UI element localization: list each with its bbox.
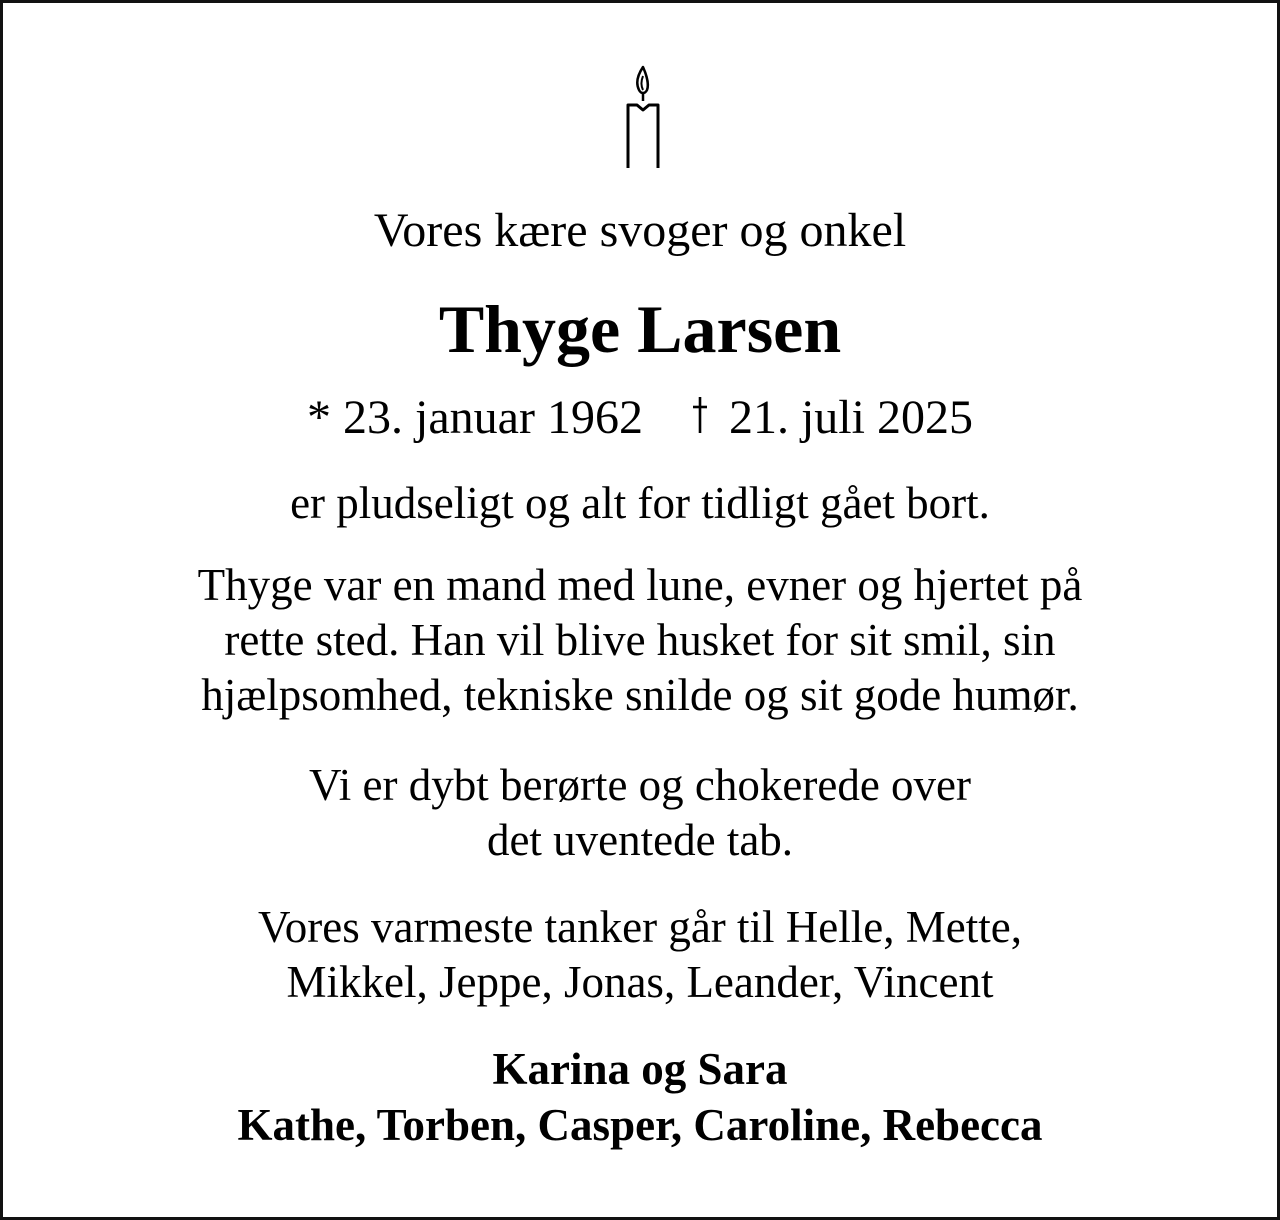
born-symbol: * (307, 391, 332, 444)
dagger-cross-icon (683, 391, 717, 439)
tribute-line: Thyge var en mand med lune, evner og hjertet på (197, 560, 1083, 610)
signature-line: Karina og Sara (492, 1044, 788, 1094)
thoughts-paragraph (3, 900, 1277, 1010)
tribute-paragraph (3, 558, 1277, 723)
signatures (3, 1041, 1277, 1153)
tribute-line: hjælpsomhed, tekniske snilde og sit gode humør. (201, 670, 1079, 720)
candle-icon (618, 63, 668, 178)
shock-line: det uventede tab. (486, 815, 794, 865)
shock-paragraph (3, 758, 1277, 868)
born-date: 23. januar 1962 (343, 391, 643, 444)
life-dates (3, 388, 1277, 448)
thoughts-line: Vores varmeste tanker går til Helle, Mette, (258, 902, 1022, 952)
intro-text: Vores kære svoger og onkel (373, 204, 907, 257)
deceased-name: Thyge Larsen (438, 291, 842, 367)
thoughts-line: Mikkel, Jeppe, Jonas, Leander, Vincent (286, 957, 994, 1007)
signature-line: Kathe, Torben, Casper, Caroline, Rebecca (237, 1100, 1043, 1150)
passing-text: er pludseligt og alt for tidligt gået bort. (290, 478, 990, 528)
death-date: 21. juli 2025 (728, 391, 973, 444)
shock-line: Vi er dybt berørte og chokerede over (308, 760, 971, 810)
tribute-line: rette sted. Han vil blive husket for sit smil, sin (224, 615, 1056, 665)
